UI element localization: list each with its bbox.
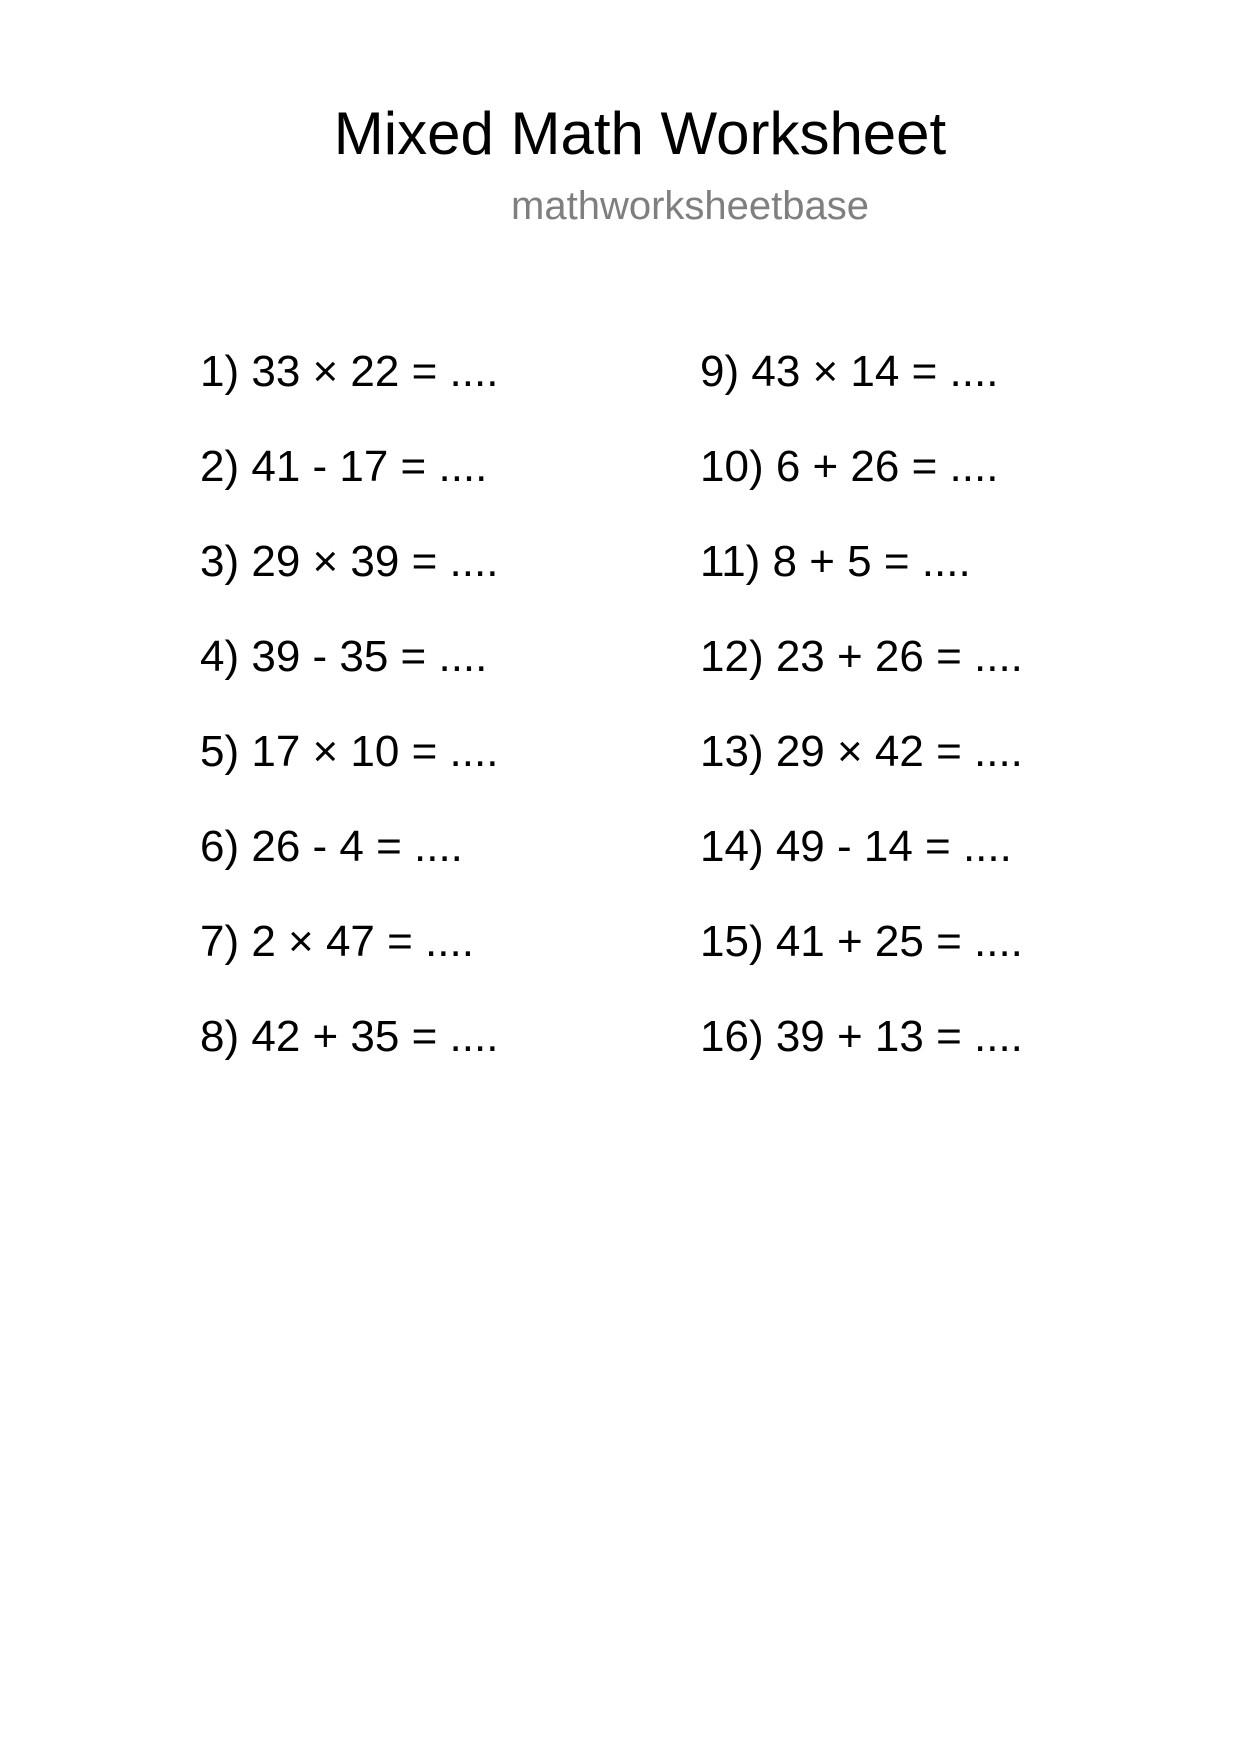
problem-3: 3) 29 × 39 = ....: [200, 537, 499, 586]
problem-16: 16) 39 + 13 = ....: [700, 1012, 1023, 1061]
problem-4: 4) 39 - 35 = ....: [200, 632, 488, 681]
problem-13: 13) 29 × 42 = ....: [700, 727, 1023, 776]
problem-11: 11) 8 + 5 = ....: [700, 537, 971, 586]
problems-column-left: [200, 346, 498, 1106]
problem-5: 5) 17 × 10 = ....: [200, 727, 499, 776]
problem-8: 8) 42 + 35 = ....: [200, 1012, 499, 1061]
problems-column-right: [700, 346, 1023, 1106]
problem-6: 6) 26 - 4 = ....: [200, 822, 463, 871]
page-subtitle: mathworksheetbase: [511, 184, 869, 228]
page-title: Mixed Math Worksheet: [333, 100, 947, 167]
problem-9: 9) 43 × 14 = ....: [700, 347, 999, 396]
problem-10: 10) 6 + 26 = ....: [700, 442, 999, 491]
problem-2: 2) 41 - 17 = ....: [200, 442, 488, 491]
problem-15: 15) 41 + 25 = ....: [700, 917, 1023, 966]
problem-12: 12) 23 + 26 = ....: [700, 632, 1023, 681]
problem-1: 1) 33 × 22 = ....: [200, 347, 499, 396]
problem-14: 14) 49 - 14 = ....: [700, 822, 1012, 871]
problem-7: 7) 2 × 47 = ....: [200, 917, 474, 966]
